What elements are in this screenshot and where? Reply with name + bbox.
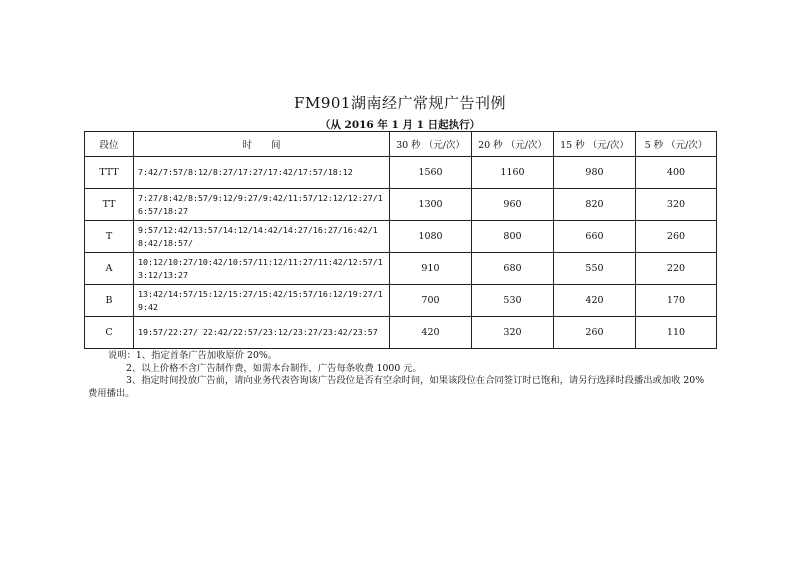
price-5s-cell: 400 [636, 157, 717, 189]
table-row [85, 157, 717, 189]
note-2: 2、以上价格不含广告制作费，如需本台制作，广告每条收费 1000 元。 [126, 362, 422, 374]
price-15s-cell: 980 [554, 157, 636, 189]
segment-cell: T [85, 221, 134, 253]
times-cell: 9:57/12:42/13:57/14:12/14:42/14:27/16:27/16:42/18:42/18:57/ [134, 221, 390, 253]
header-20s: 20 秒 （元/次） [472, 132, 554, 157]
price-5s-cell: 220 [636, 253, 717, 285]
price-20s-cell: 680 [472, 253, 554, 285]
price-20s-cell: 320 [472, 317, 554, 349]
segment-cell: B [85, 285, 134, 317]
times-cell: 7:42/7:57/8:12/8:27/17:27/17:42/17:57/18:12 [134, 157, 390, 189]
price-15s-cell: 660 [554, 221, 636, 253]
price-5s-cell: 260 [636, 221, 717, 253]
header-time: 时 间 [134, 132, 390, 157]
table-row [85, 285, 717, 317]
segment-cell: TTT [85, 157, 134, 189]
price-5s-cell: 170 [636, 285, 717, 317]
price-30s-cell: 1080 [390, 221, 472, 253]
header-15s: 15 秒 （元/次） [554, 132, 636, 157]
price-5s-cell: 110 [636, 317, 717, 349]
price-30s-cell: 910 [390, 253, 472, 285]
table-row [85, 253, 717, 285]
page-title: FM901湖南经广常规广告刊例 [294, 94, 506, 112]
price-20s-cell: 530 [472, 285, 554, 317]
price-30s-cell: 420 [390, 317, 472, 349]
segment-cell: C [85, 317, 134, 349]
price-30s-cell: 1300 [390, 189, 472, 221]
header-30s: 30 秒 （元/次） [390, 132, 472, 157]
table-row [85, 317, 717, 349]
rate-table [84, 131, 717, 349]
header-segment: 段位 [85, 132, 134, 157]
segment-cell: A [85, 253, 134, 285]
notes-section [88, 350, 738, 400]
table-row [85, 221, 717, 253]
price-15s-cell: 550 [554, 253, 636, 285]
price-5s-cell: 320 [636, 189, 717, 221]
price-20s-cell: 800 [472, 221, 554, 253]
price-15s-cell: 260 [554, 317, 636, 349]
note-3-continuation: 费用播出。 [88, 387, 135, 399]
price-15s-cell: 420 [554, 285, 636, 317]
table-row [85, 189, 717, 221]
note-3: 3、指定时间投放广告前，请向业务代表咨询该广告段位是否有空余时间，如果该段位在合同签订时已饱和，请另行选择时段播出或加收 20% [126, 375, 705, 386]
price-30s-cell: 700 [390, 285, 472, 317]
price-30s-cell: 1560 [390, 157, 472, 189]
table-header-row [85, 132, 717, 157]
header-5s: 5 秒 （元/次） [636, 132, 717, 157]
times-cell: 10:12/10:27/10:42/10:57/11:12/11:27/11:42/12:57/13:12/13:27 [134, 253, 390, 285]
price-20s-cell: 1160 [472, 157, 554, 189]
note-1: 说明：1、指定首条广告加收原价 20%。 [108, 350, 277, 361]
effective-date: （从 2016 年 1 月 1 日起执行） [319, 119, 481, 131]
times-cell: 7:27/8:42/8:57/9:12/9:27/9:42/11:57/12:12/12:27/16:57/18:27 [134, 189, 390, 221]
times-cell: 13:42/14:57/15:12/15:27/15:42/15:57/16:12/19:27/19:42 [134, 285, 390, 317]
times-cell: 19:57/22:27/ 22:42/22:57/23:12/23:27/23:42/23:57 [134, 317, 390, 349]
price-15s-cell: 820 [554, 189, 636, 221]
price-20s-cell: 960 [472, 189, 554, 221]
segment-cell: TT [85, 189, 134, 221]
